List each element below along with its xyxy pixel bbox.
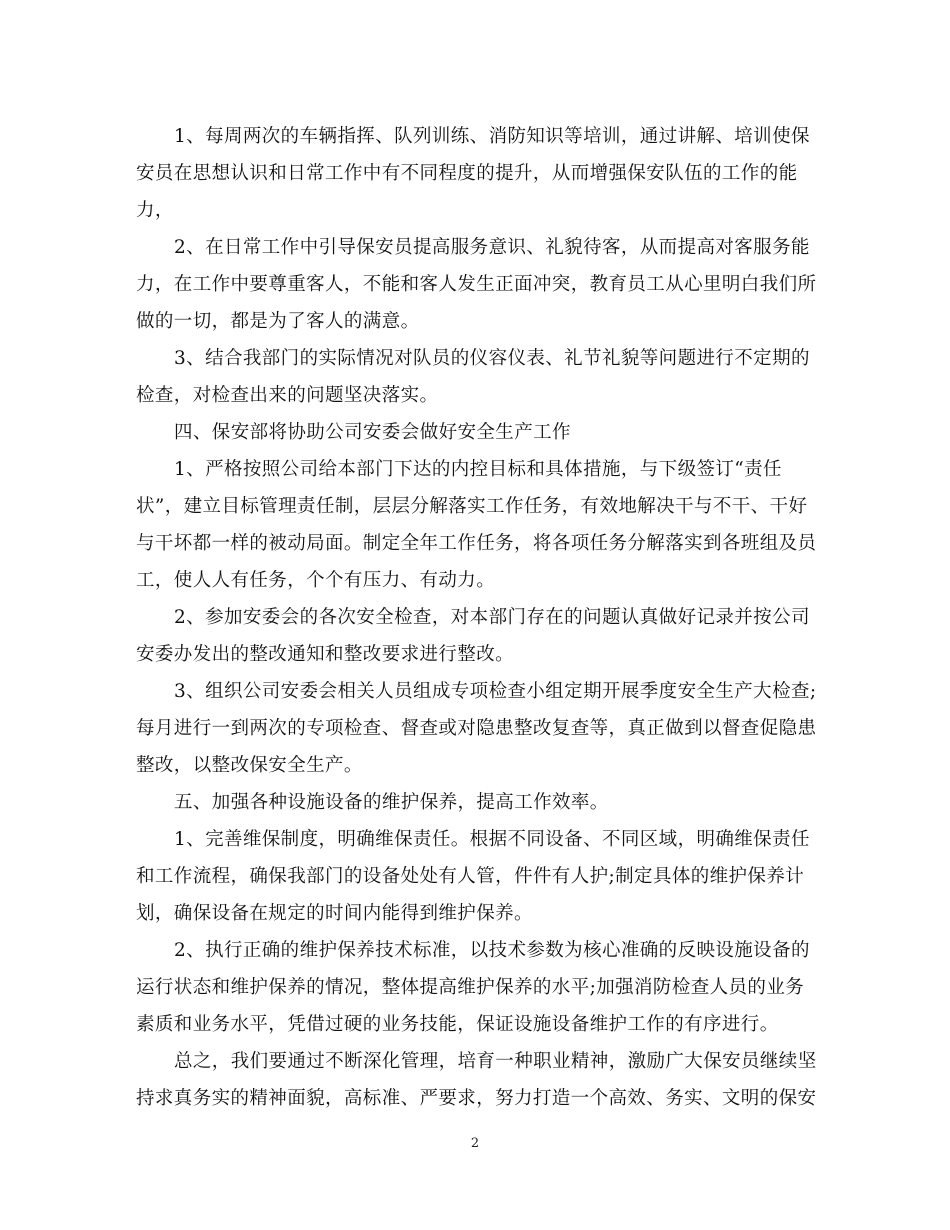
page-number: 2 <box>470 1136 480 1151</box>
paragraph-3 <box>136 340 816 414</box>
section-heading-4 <box>136 414 816 451</box>
text-line: 状”，建立目标管理责任制，层层分解落实工作任务，有效地解决干与不干、干好 <box>136 496 808 517</box>
text-line: 做的一切，都是为了客人的满意。 <box>136 311 420 332</box>
text-line: 安委办发出的整改通知和整改要求进行整改。 <box>136 644 515 665</box>
text-line: 检查，对检查出来的问题坚决落实。 <box>136 385 439 406</box>
text-line: 2、在日常工作中引导保安员提高服务意识、礼貌待客，从而提高对客服务能 <box>174 237 810 258</box>
text-line: 力，在工作中要尊重客人，不能和客人发生正面冲突，教育员工从心里明白我们所 <box>136 274 817 295</box>
text-line: 1、完善维保制度，明确维保责任。根据不同设备、不同区域，明确维保责任 <box>174 829 810 850</box>
paragraph-2 <box>136 229 816 340</box>
text-line: 持求真务实的精神面貌，高标准、严要求，努力打造一个高效、务实、文明的保安 <box>136 1088 817 1109</box>
text-line: 1、严格按照公司给本部门下达的内控目标和具体措施，与下级签订“责任 <box>174 459 782 480</box>
text-line: 素质和业务水平，凭借过硬的业务技能，保证设施设备维护工作的有序进行。 <box>136 1014 779 1035</box>
section-heading: 五、加强各种设施设备的维护保养，提高工作效率。 <box>174 792 609 813</box>
text-line: 1、每周两次的车辆指挥、队列训练、消防知识等培训，通过讲解、培训使保 <box>174 126 810 147</box>
text-line: 3、结合我部门的实际情况对队员的仪容仪表、礼节礼貌等问题进行不定期的 <box>174 348 810 369</box>
section-heading: 四、保安部将协助公司安委会做好安全生产工作 <box>174 422 571 443</box>
text-line: 整改，以整改保安全生产。 <box>136 755 363 776</box>
section-heading-5 <box>136 784 816 821</box>
text-line: 工，使人人有任务，个个有压力、有动力。 <box>136 570 496 591</box>
text-line: 总之，我们要通过不断深化管理，培育一种职业精神，激励广大保安员继续坚 <box>174 1051 817 1072</box>
text-line: 3、组织公司安委会相关人员组成专项检查小组定期开展季度安全生产大检查; <box>174 681 817 702</box>
text-line: 与干坏都一样的被动局面。制定全年工作任务，将各项任务分解落实到各班组及员 <box>136 533 817 554</box>
text-line: 每月进行一到两次的专项检查、督查或对隐患整改复查等，真正做到以督查促隐患 <box>136 718 817 739</box>
text-line: 划，确保设备在规定的时间内能得到维护保养。 <box>136 903 533 924</box>
text-line: 2、参加安委会的各次安全检查，对本部门存在的问题认真做好记录并按公司 <box>174 607 810 628</box>
document-body <box>136 118 816 1117</box>
text-line: 力， <box>136 200 174 221</box>
paragraph-11 <box>136 1043 816 1117</box>
paragraph-6 <box>136 599 816 673</box>
paragraph-5 <box>136 451 816 599</box>
text-line: 运行状态和维护保养的情况，整体提高维护保养的水平;加强消防检查人员的业务 <box>136 977 805 998</box>
text-line: 2、执行正确的维护保养技术标准，以技术参数为核心准确的反映设施设备的 <box>174 940 810 961</box>
paragraph-7 <box>136 673 816 784</box>
paragraph-10 <box>136 932 816 1043</box>
paragraph-9 <box>136 821 816 932</box>
text-line: 和工作流程，确保我部门的设备处处有人管，件件有人护;制定具体的维护保养计 <box>136 866 805 887</box>
paragraph-1 <box>136 118 816 229</box>
text-line: 安员在思想认识和日常工作中有不同程度的提升，从而增强保安队伍的工作的能 <box>136 163 798 184</box>
